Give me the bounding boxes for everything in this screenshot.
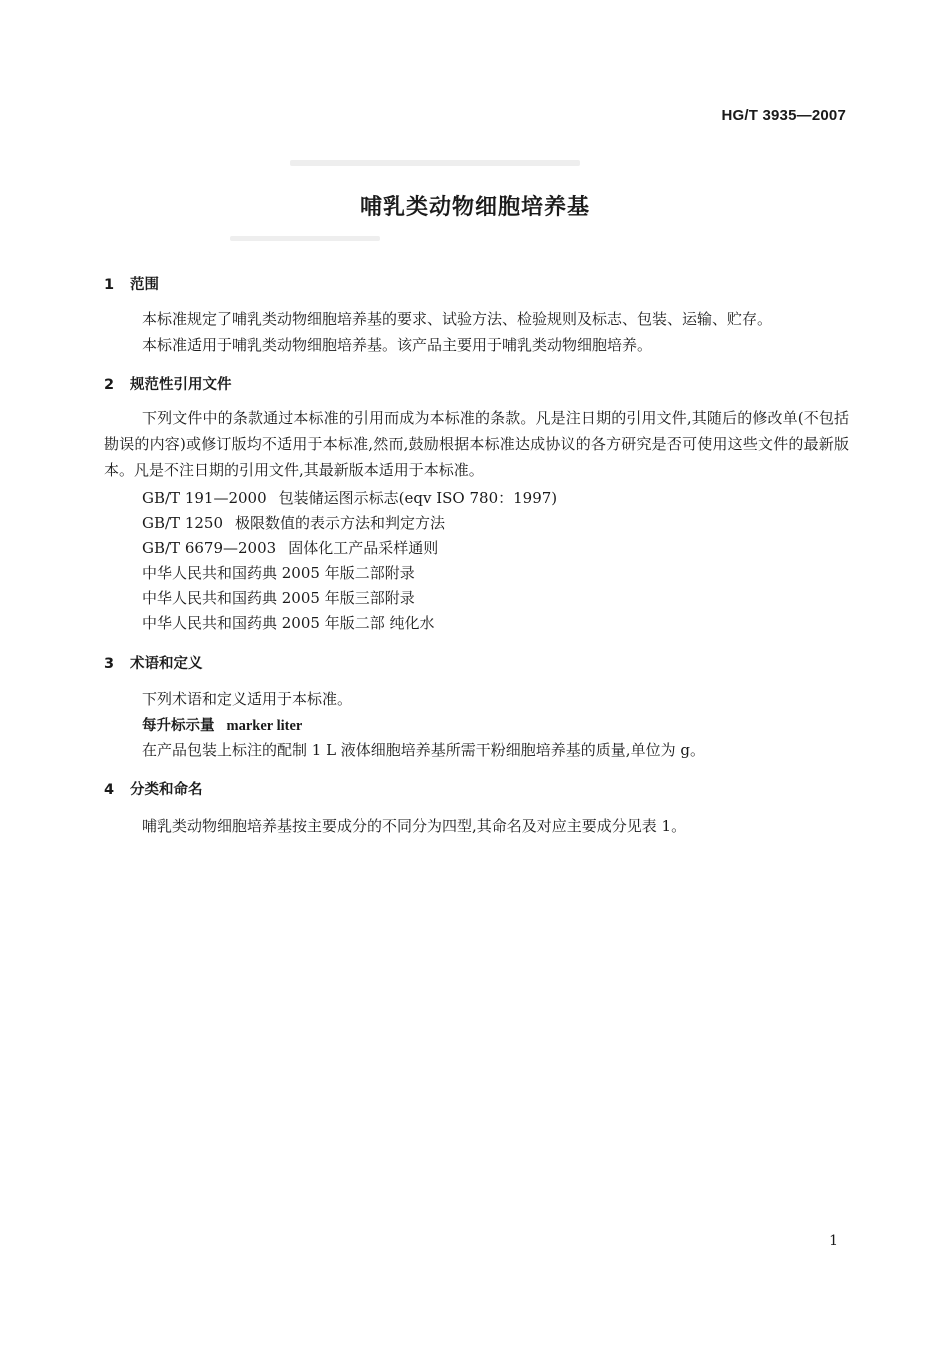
section-2-paragraph: 下列文件中的条款通过本标准的引用而成为本标准的条款。凡是注日期的引用文件,其随后的修改单(不包括勘误的内容)或修订版均不适用于本标准,然而,鼓励根据本标准达成协议的各方研究是否可使用这些文件的最新版本。凡是不注日期的引用文件,其最新版本适用于本标准。: [104, 409, 849, 479]
section-title: 分类和命名: [130, 782, 203, 798]
reference-title: 固体化工产品采样通则: [288, 539, 439, 557]
reference-title: 中华人民共和国药典 2005 年版三部附录: [142, 589, 415, 607]
reference-item: [142, 487, 557, 508]
scan-smudge: [230, 236, 380, 241]
reference-title: 极限数值的表示方法和判定方法: [235, 514, 446, 532]
term-english: marker liter: [226, 718, 303, 734]
section-2-heading: [104, 373, 232, 394]
section-4-heading: [104, 778, 203, 799]
term-chinese: 每升标示量: [142, 718, 215, 734]
section-1-heading: [104, 273, 159, 294]
page-number: 1: [829, 1233, 838, 1249]
section-1-paragraph: 本标准适用于哺乳类动物细胞培养基。该产品主要用于哺乳类动物细胞培养。: [142, 336, 653, 354]
reference-title: 中华人民共和国药典 2005 年版二部附录: [142, 564, 415, 582]
scan-smudge: [290, 160, 580, 166]
reference-item: [142, 512, 445, 533]
reference-code: GB/T 1250: [142, 514, 224, 532]
reference-item: [142, 612, 434, 633]
section-title: 规范性引用文件: [130, 377, 232, 393]
section-title: 范围: [130, 277, 159, 293]
section-1-paragraph: 本标准规定了哺乳类动物细胞培养基的要求、试验方法、检验规则及标志、包装、运输、贮存。: [142, 310, 773, 328]
section-number: 1: [104, 277, 115, 293]
section-3-heading: [104, 652, 203, 673]
reference-item: [142, 587, 415, 608]
document-title: 哺乳类动物细胞培养基: [359, 195, 590, 220]
section-number: 2: [104, 377, 115, 393]
reference-title: 包装储运图示标志(eqv ISO 780：1997): [278, 489, 558, 507]
section-number: 3: [104, 656, 115, 672]
reference-code: GB/T 6679—2003: [142, 539, 277, 557]
section-title: 术语和定义: [130, 656, 203, 672]
reference-item: [142, 537, 438, 558]
reference-title: 中华人民共和国药典 2005 年版二部 纯化水: [142, 614, 435, 632]
section-number: 4: [104, 782, 115, 798]
section-3-intro: 下列术语和定义适用于本标准。: [142, 690, 353, 708]
section-4-paragraph: 哺乳类动物细胞培养基按主要成分的不同分为四型,其命名及对应主要成分见表 1。: [142, 817, 687, 835]
term-heading: [142, 714, 302, 735]
standard-code: HG/T 3935—2007: [721, 107, 846, 124]
reference-item: [142, 562, 415, 583]
term-definition: 在产品包装上标注的配制 1 L 液体细胞培养基所需干粉细胞培养基的质量,单位为 g。: [142, 741, 705, 759]
reference-code: GB/T 191—2000: [142, 489, 267, 507]
